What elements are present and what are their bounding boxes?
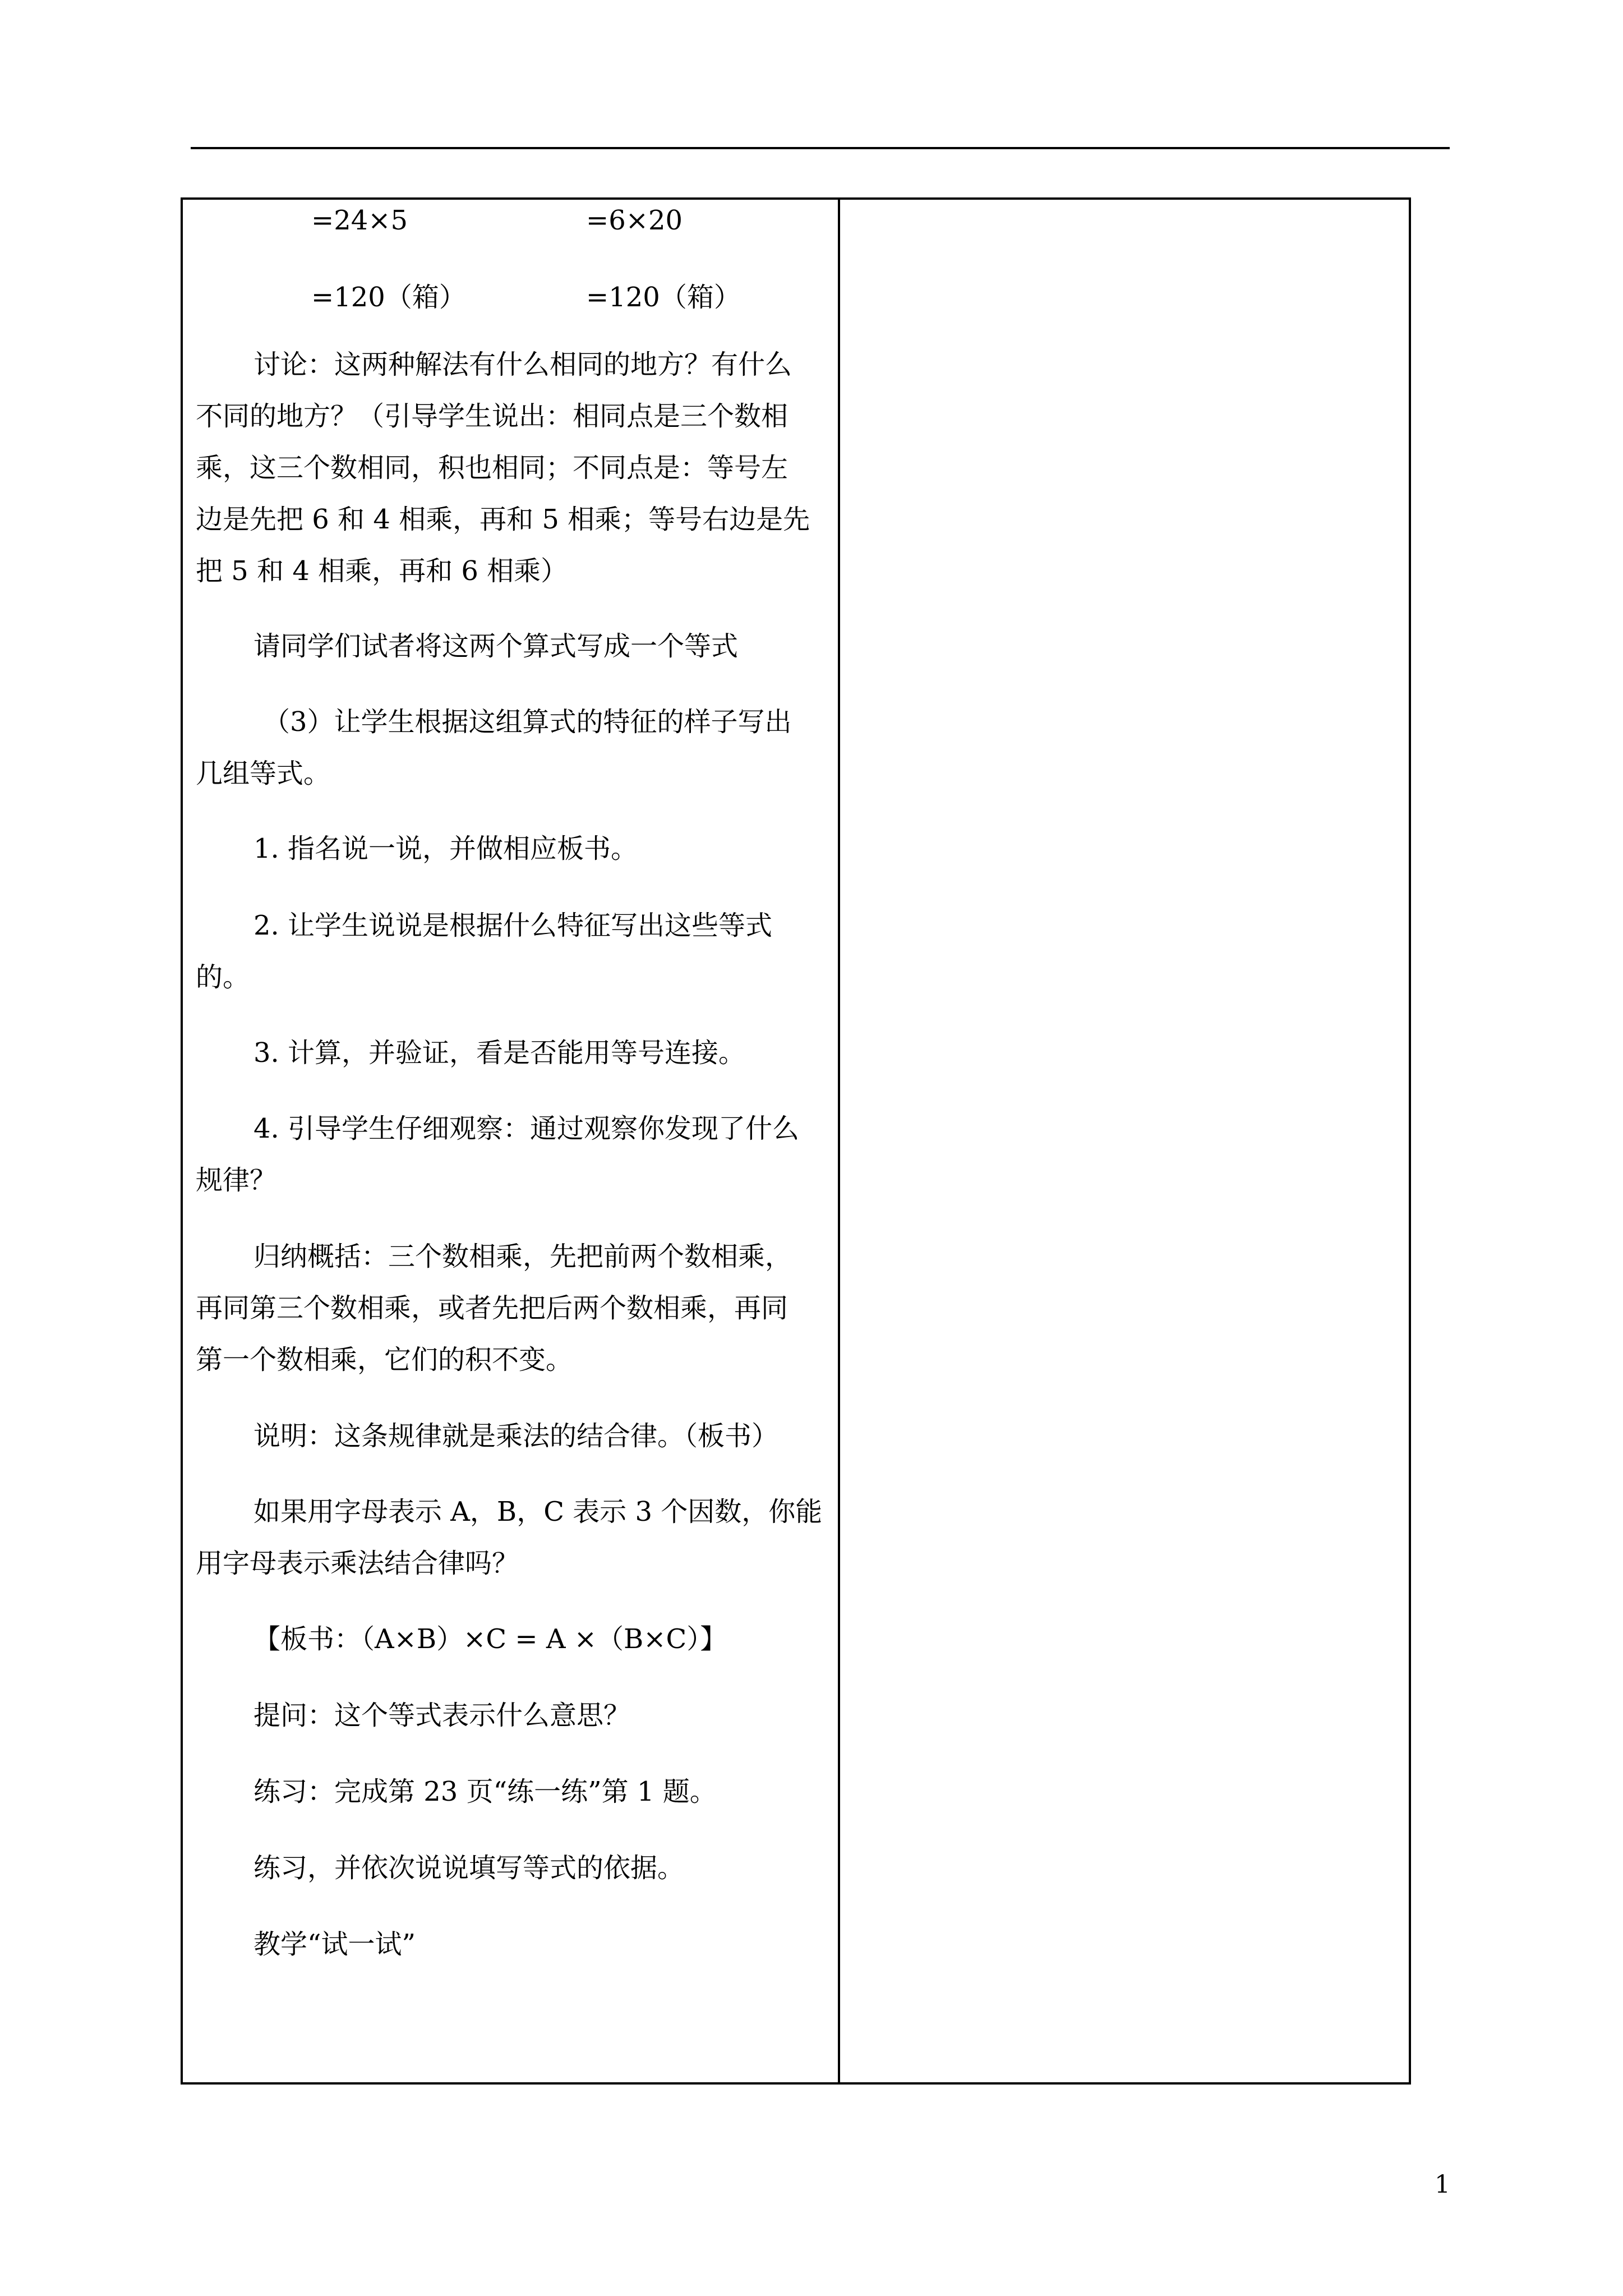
equation-right-1: =6×20 [586, 205, 683, 236]
text-line: 的。 [196, 961, 250, 993]
text-line: 教学“试一试” [253, 1929, 416, 1960]
text-line: 规律？ [196, 1165, 277, 1196]
text-line: 不同的地方？（引导学生说出：相同点是三个数相 [196, 401, 789, 432]
text-line: 把 5 和 4 相乘，再和 6 相乘） [196, 555, 568, 587]
equation-left-2: =120（箱） [311, 282, 466, 313]
text-line: 4. 引导学生仔细观察：通过观察你发现了什么 [253, 1113, 800, 1144]
text-line: 几组等式。 [196, 758, 331, 789]
text-line: 2. 让学生说说是根据什么特征写出这些等式 [253, 910, 773, 941]
text-line: 归纳概括：三个数相乘，先把前两个数相乘， [253, 1241, 792, 1272]
lesson-content-cell [193, 197, 827, 2077]
text-line: 第一个数相乘，它们的积不变。 [196, 1344, 573, 1375]
text-line: 1. 指名说一说，并做相应板书。 [253, 833, 638, 864]
text-line: 边是先把 6 和 4 相乘，再和 5 相乘；等号右边是先 [196, 504, 810, 535]
text-line: 说明：这条规律就是乘法的结合律。（板书） [253, 1420, 779, 1452]
page-number: 1 [1435, 2170, 1450, 2199]
text-line: 再同第三个数相乘，或者先把后两个数相乘，再同 [196, 1292, 789, 1324]
equation-right-2: =120（箱） [586, 282, 741, 313]
text-line: 练习：完成第 23 页“练一练”第 1 题。 [253, 1776, 717, 1807]
equation-left-1: =24×5 [311, 205, 408, 236]
text-line: 乘，这三个数相同，积也相同；不同点是：等号左 [196, 452, 789, 484]
header-rule [191, 147, 1450, 149]
text-line: 讨论：这两种解法有什么相同的地方？有什么 [253, 349, 792, 380]
text-line: （3）让学生根据这组算式的特征的样子写出 [263, 706, 792, 738]
text-line: 请同学们试者将这两个算式写成一个等式 [253, 631, 739, 662]
text-line: 如果用字母表示 A，B，C 表示 3 个因数，你能 [253, 1496, 823, 1527]
text-line: 练习，并依次说说填写等式的依据。 [253, 1852, 685, 1884]
text-line: 3. 计算，并验证，看是否能用等号连接。 [253, 1037, 746, 1069]
formula-board-note: 【板书：（A×B）×C = A ×（B×C）】 [253, 1623, 727, 1655]
text-line: 用字母表示乘法结合律吗？ [196, 1548, 519, 1579]
table-column-divider [838, 197, 840, 2085]
text-line: 提问：这个等式表示什么意思？ [253, 1700, 631, 1731]
